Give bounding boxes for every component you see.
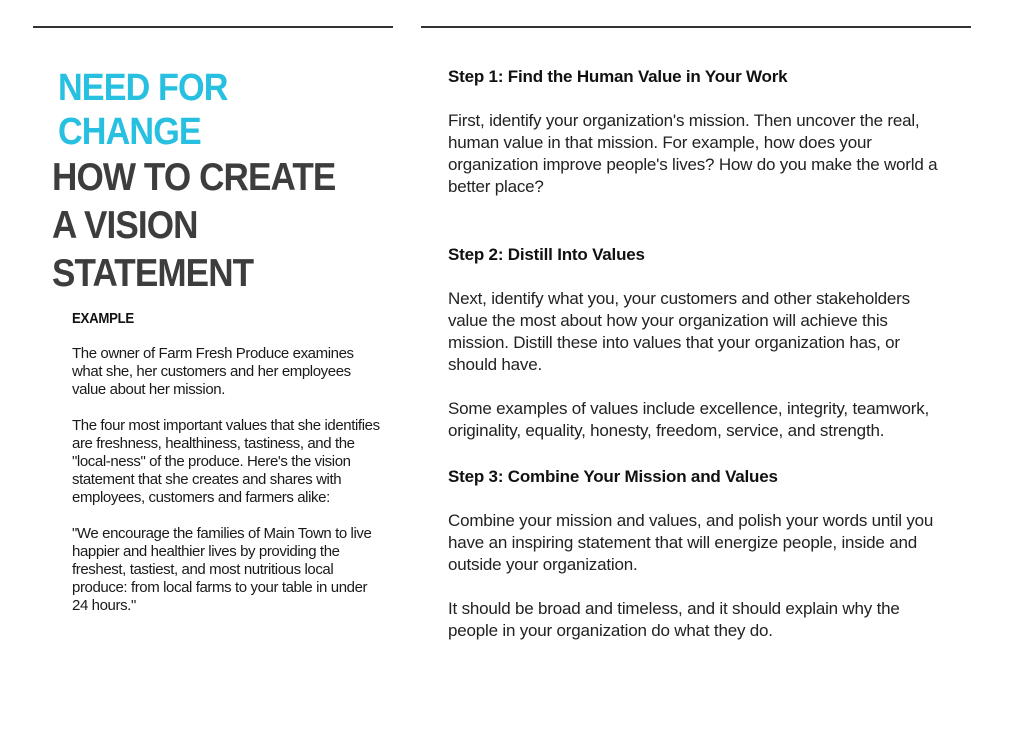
step-2-paragraph: Some examples of values include excellence, integrity, teamwork, originality, equality, honesty, freedom, service, and strength. — [448, 399, 930, 440]
example-label: EXAMPLE — [72, 310, 134, 327]
page-title: HOW TO CREATE A VISION STATEMENT — [52, 156, 336, 295]
step-3 — [448, 466, 948, 642]
example-paragraph: The four most important values that she identifies are freshness, healthiness, tastiness, and the "local-ness" of the produce. Here's the vision statement that she creates and shares with employees, customers and farmers alike: — [72, 417, 380, 506]
step-2-paragraph: Next, identify what you, your customers and other stakeholders value the most about how your organization will achieve this mission. Distill these into values that your organization has, or should have. — [448, 289, 910, 374]
steps-column — [448, 66, 948, 642]
step-3-paragraph: Combine your mission and values, and polish your words until you have an inspiring statement that will energize people, inside and outside your organization. — [448, 511, 934, 574]
step-2-title: Step 2: Distill Into Values — [448, 245, 645, 264]
step-1-title: Step 1: Find the Human Value in Your Work — [448, 67, 788, 86]
step-3-paragraph: It should be broad and timeless, and it should explain why the people in your organization do what they do. — [448, 599, 900, 640]
section-kicker: NEED FOR CHANGE — [58, 67, 228, 153]
left-column — [52, 66, 397, 298]
step-3-title: Step 3: Combine Your Mission and Values — [448, 467, 778, 486]
top-rule-right — [421, 26, 971, 28]
example-quote: "We encourage the families of Main Town to live happier and healthier lives by providing the freshest, tastiest, and most nutritious local produce: from local farms to your table in under 24 hours." — [72, 525, 372, 614]
step-1 — [448, 66, 948, 198]
example-box — [72, 310, 384, 633]
step-1-paragraph: First, identify your organization's mission. Then uncover the real, human value in that mission. For example, how does your organization improve people's lives? How do you make the world a better place? — [448, 111, 938, 196]
step-2 — [448, 244, 948, 442]
top-rule-left — [33, 26, 393, 28]
example-paragraph: The owner of Farm Fresh Produce examines what she, her customers and her employees value about her mission. — [72, 345, 354, 398]
